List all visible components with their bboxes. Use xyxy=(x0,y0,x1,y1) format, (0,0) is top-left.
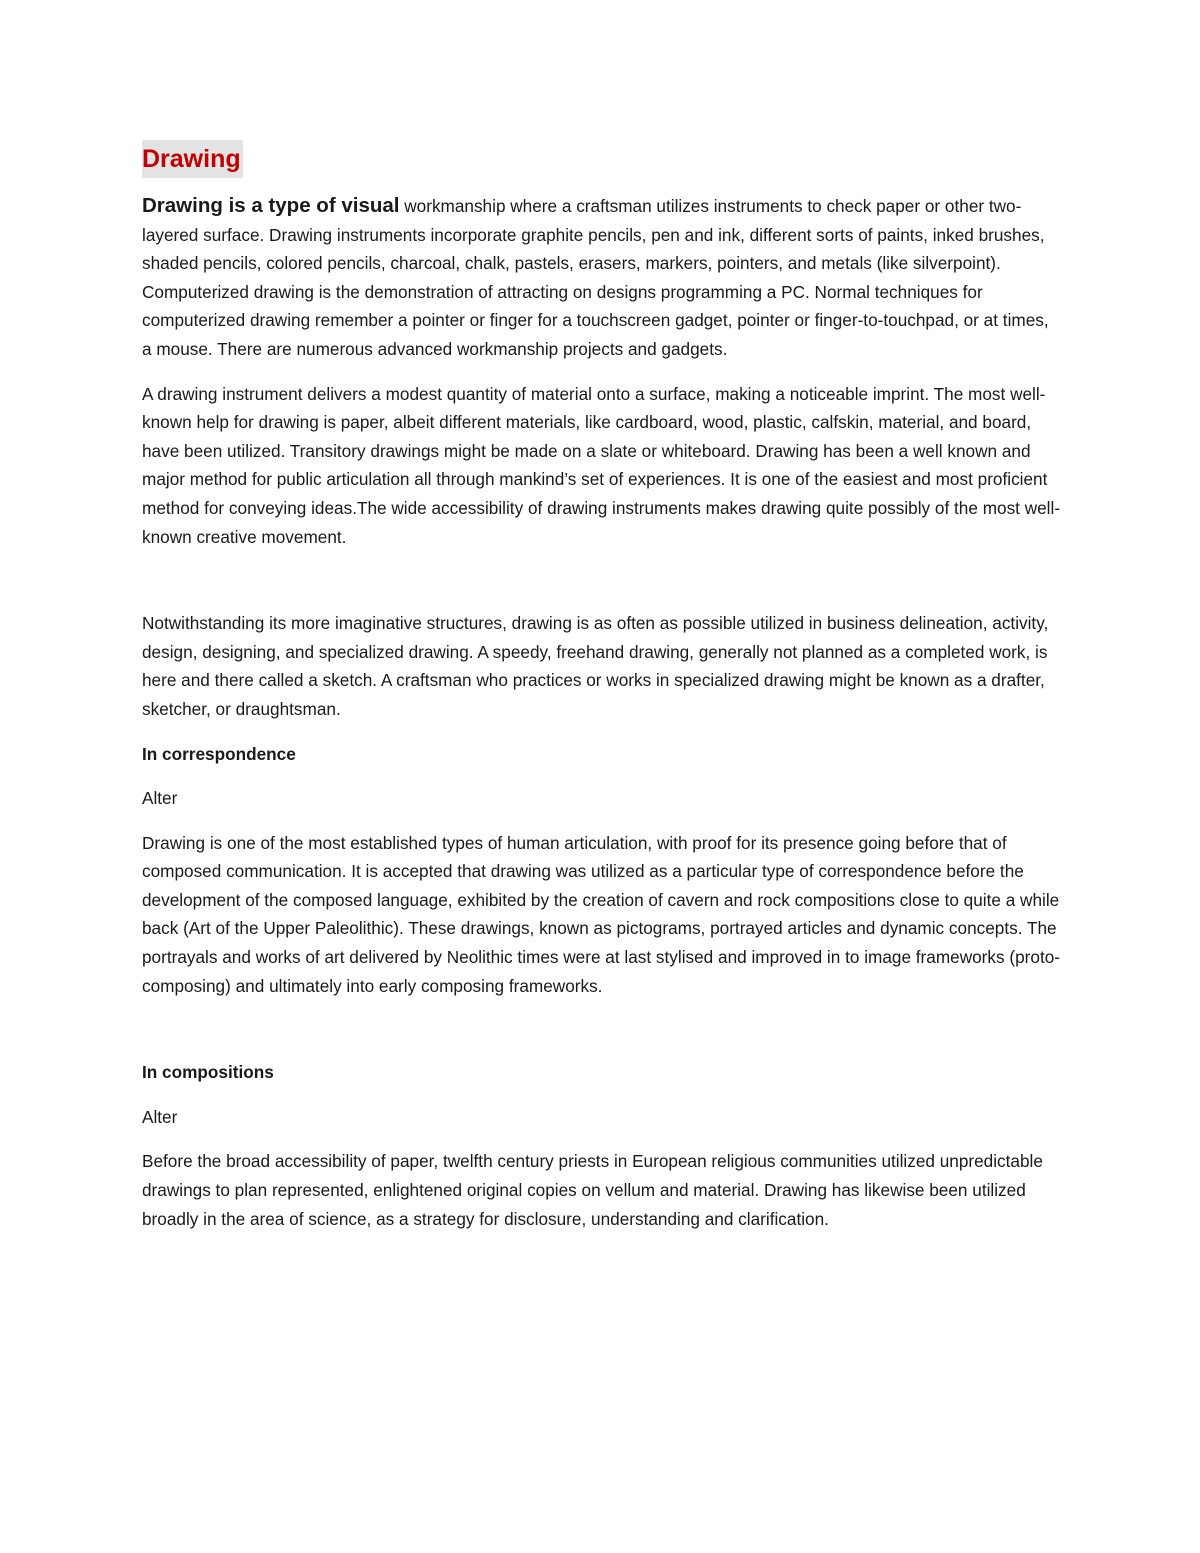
blank-line xyxy=(142,567,1062,609)
document-title: Drawing xyxy=(142,140,243,178)
section-heading-correspondence: In correspondence xyxy=(142,743,296,764)
section-edit-label-correspondence: Alter xyxy=(142,788,178,809)
section-heading-compositions: In compositions xyxy=(142,1062,274,1083)
paragraph-compositions: Before the broad accessibility of paper, twelfth century priests in European religious communities utilized unpredictable drawings to plan represented, enlightened original copies on vellum and material. Drawing has likewise been utilized broadly in the area of science, as a strategy for disclosure, understanding and clarification. xyxy=(142,1151,1043,1229)
paragraph-business-use: Notwithstanding its more imaginative structures, drawing is as often as possible utilized in business delineation, activity, design, designing, and specialized drawing. A speedy, freehand drawing, generally not planned as a completed work, is here and there called a sketch. A craftsman who practices or works in specialized drawing might be known as a drafter, sketcher, or draughtsman. xyxy=(142,613,1049,719)
paragraph-intro xyxy=(142,192,1062,364)
document-body xyxy=(142,140,1062,1249)
section-edit-label-compositions: Alter xyxy=(142,1106,178,1127)
intro-lead-text: Drawing is a type of visual xyxy=(142,194,400,217)
intro-body-text: workmanship where a craftsman utilizes instruments to check paper or other two-layered surface. Drawing instruments incorporate graphite pencils, pen and ink, different sorts of paints, inked brushes, shaded pencils, colored pencils, charcoal, chalk, pastels, erasers, markers, pointers, and metals (like silverpoint). Computerized drawing is the demonstration of attracting on designs programming a PC. Normal techniques for computerized drawing remember a pointer or finger for a touchscreen gadget, pointer or finger-to-touchpad, or at times, a mouse. There are numerous advanced workmanship projects and gadgets. xyxy=(142,196,1049,359)
paragraph-instruments: A drawing instrument delivers a modest quantity of material onto a surface, making a noticeable imprint. The most well-known help for drawing is paper, albeit different materials, like cardboard, wood, plastic, calfskin, material, and board, have been utilized. Transitory drawings might be made on a slate or whiteboard. Drawing has been a well known and major method for public articulation all through mankind’s set of experiences. It is one of the easiest and most proficient method for conveying ideas.The wide accessibility of drawing instruments makes drawing quite possibly of the most well-known creative movement. xyxy=(142,383,1061,547)
paragraph-correspondence: Drawing is one of the most established types of human articulation, with proof for its presence going before that of composed communication. It is accepted that drawing was utilized as a particular type of correspondence before the development of the composed language, exhibited by the creation of cavern and rock compositions close to quite a while back (Art of the Upper Paleolithic). These drawings, known as pictograms, portrayed articles and dynamic concepts. The portrayals and works of art delivered by Neolithic times were at last stylised and improved in to image frameworks (proto-composing) and ultimately into early composing frameworks. xyxy=(142,832,1060,996)
blank-line xyxy=(142,1016,1062,1058)
